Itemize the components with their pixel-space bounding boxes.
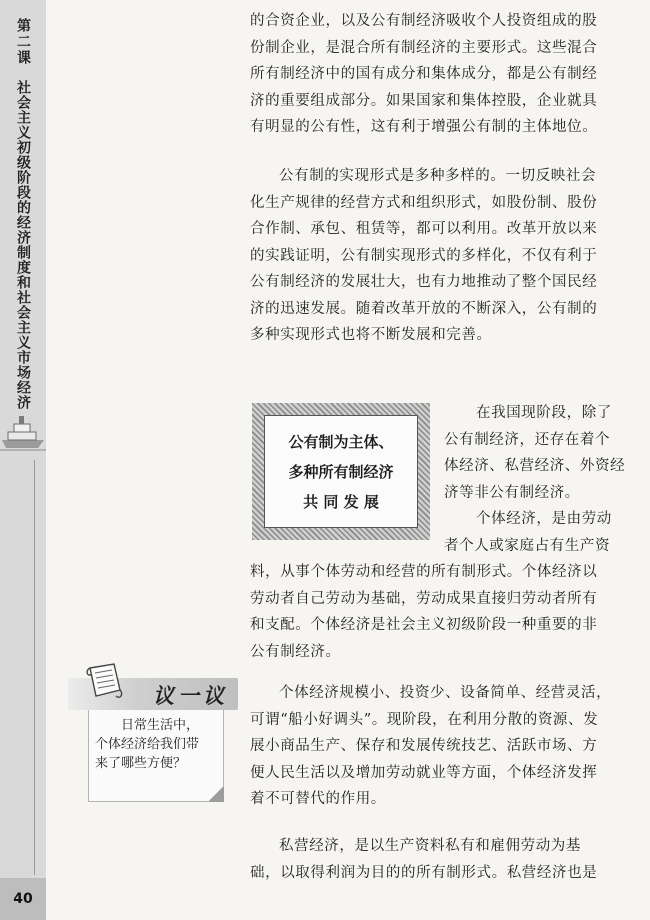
ship-icon xyxy=(0,410,46,454)
text-line: 可谓“船小好调头”。现阶段，在利用分散的资源、发 xyxy=(250,711,599,728)
paragraph-mixed-ownership xyxy=(250,8,645,141)
key-point-inner xyxy=(264,415,418,528)
text-line: 济的迅速发展。随着改革开放的不断深入，公有制的 xyxy=(250,300,598,317)
key-point-line: 多种所有制经济 xyxy=(288,462,394,481)
question-line: 日常生活中， xyxy=(121,718,200,733)
paragraph-non-public-intro xyxy=(444,400,644,559)
text-line: 料，从事个体劳动和经营的所有制形式。个体经济以 xyxy=(250,564,598,580)
text-line: 多种实现形式也将不断发展和完善。 xyxy=(250,327,492,343)
paragraph-public-ownership-forms xyxy=(250,163,645,349)
text-line: 济等非公有制经济。 xyxy=(444,484,580,501)
paragraph-individual-features xyxy=(250,680,645,813)
text-line: 体经济、私营经济、外资经 xyxy=(444,458,626,474)
lesson-label: 第二课 xyxy=(15,18,31,66)
text-line: 份制企业，是混合所有制经济的主要形式。这些混合 xyxy=(250,39,598,56)
scroll-icon xyxy=(82,660,126,706)
text-line: 公有制的实现形式是多种多样的。一切反映社会 xyxy=(279,168,597,184)
text-line: 和支配。个体经济是社会主义初级阶段一种重要的非 xyxy=(250,617,598,633)
text-line: 所有制经济中的国有成分和集体成分，都是公有制经 xyxy=(250,66,598,82)
text-line: 合作制、承包、租赁等，都可以利用。改革开放以来 xyxy=(250,221,598,237)
chapter-heading xyxy=(7,18,39,410)
text-line: 化生产规律的经营方式和组织形式，如股份制、股份 xyxy=(250,194,598,211)
lesson-topic: 社会主义初级阶段的经济制度和社会主义市场经济 xyxy=(15,80,31,410)
text-line: 公有制经济。 xyxy=(250,643,341,660)
text-line: 的实践证明，公有制实现形式的多样化，不仅有利于 xyxy=(250,247,598,264)
text-line: 在我国现阶段，除了 xyxy=(476,405,612,421)
text-line: 有明显的公有性，这有利于增强公有制的主体地位。 xyxy=(250,119,598,135)
discussion-title: 议一议 xyxy=(153,683,228,708)
question-line: 个体经济给我们带 xyxy=(95,737,200,752)
margin-column xyxy=(0,0,46,920)
text-line: 个体经济规模小、投资少、设备简单、经营灵活， xyxy=(279,685,612,701)
text-line: 者个人或家庭占有生产资 xyxy=(444,537,611,554)
key-point-line: 共 同 发 展 xyxy=(303,492,379,511)
text-line: 础，以取得利润为目的的所有制形式。私营经济也是 xyxy=(250,864,598,881)
folded-corner xyxy=(208,786,224,802)
text-line: 的合资企业，以及公有制经济吸收个人投资组成的股 xyxy=(250,13,598,29)
text-line: 个体经济，是由劳动 xyxy=(476,511,612,527)
text-line: 私营经济，是以生产资料私有和雇佣劳动为基 xyxy=(279,838,581,854)
text-line: 劳动者自己劳动为基础，劳动成果直接归劳动者所有 xyxy=(250,590,598,607)
text-line: 公有制经济，还存在着个 xyxy=(444,431,611,448)
discussion-box xyxy=(68,670,238,810)
key-point-box xyxy=(252,403,430,540)
text-line: 公有制经济的发展壮大，也有力地推动了整个国民经 xyxy=(250,274,598,290)
text-line: 着不可替代的作用。 xyxy=(250,791,386,807)
paragraph-private-economy xyxy=(250,833,645,886)
discussion-question xyxy=(88,710,224,802)
text-line: 展小商品生产、保存和发展传统技艺、活跃市场、方 xyxy=(250,738,598,754)
text-line: 济的重要组成部分。如果国家和集体控股，企业就具 xyxy=(250,92,598,109)
paragraph-individual-economy xyxy=(250,559,645,665)
question-line: 来了哪些方便？ xyxy=(95,756,187,771)
text-line: 便人民生活以及增加劳动就业等方面，个体经济发挥 xyxy=(250,764,598,781)
margin-divider xyxy=(34,460,35,875)
key-point-line: 公有制为主体、 xyxy=(288,432,394,451)
page-number: 40 xyxy=(0,878,46,920)
